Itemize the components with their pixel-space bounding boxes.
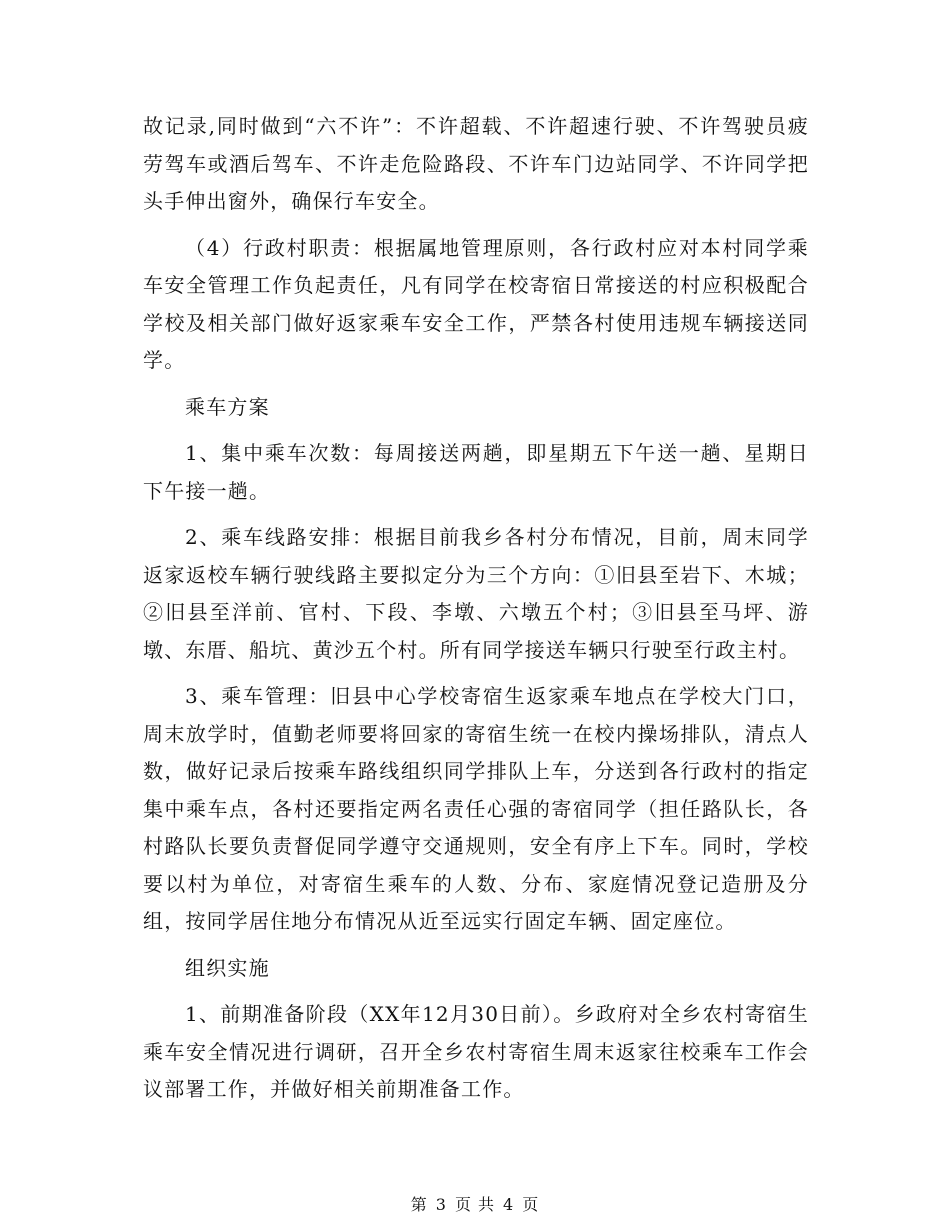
paragraph-route-arrangement: 2、乘车线路安排：根据目前我乡各村分布情况，目前，周末同学返家返校车辆行驶线路主要拟定分为三个方向：①旧县至岩下、木城；②旧县至洋前、官村、下段、李墩、六墩五个村；③旧县至马坪、游墩、东厝、船坑、黄沙五个村。所有同学接送车辆只行驶至行政主村。 [143,525,809,662]
current-page-number: 3 [435,1195,447,1214]
paragraph-village-duty: （4）行政村职责：根据属地管理原则，各行政村应对本村同学乘车安全管理工作负起责任，凡有同学在校寄宿日常接送的村应积极配合学校及相关部门做好返家乘车安全工作，严禁各村使用违规车辆接送同学。 [143,235,809,372]
paragraph-preparation-stage: 1、前期准备阶段（XX年12月30日前）。乡政府对全乡农村寄宿生乘车安全情况进行调研，召开全乡农村寄宿生周末返家往校乘车工作会议部署工作，并做好相关前期准备工作。 [143,1002,809,1101]
footer-suffix: 页 [522,1195,540,1214]
paragraph-six-rules: 故记录,同时做到“六不许”：不许超载、不许超速行驶、不许驾驶员疲劳驾车或酒后驾车、不许走危险路段、不许车门边站同学、不许同学把头手伸出窗外，确保行车安全。 [143,114,809,213]
paragraph-ride-frequency: 1、集中乘车次数：每周接送两趟，即星期五下午送一趟、星期日下午接一趟。 [143,441,809,503]
footer-prefix: 第 [410,1195,428,1214]
total-page-count: 4 [503,1195,515,1214]
section-heading-ride-plan: 乘车方案 [185,394,270,419]
footer-middle: 页 共 [454,1195,496,1214]
page-number-footer [0,1192,950,1215]
paragraph-ride-management: 3、乘车管理：旧县中心学校寄宿生返家乘车地点在学校大门口，周末放学时，值勤老师要将回家的寄宿生统一在校内操场排队，清点人数，做好记录后按乘车路线组织同学排队上车，分送到各行政村的指定集中乘车点，各村还要指定两名责任心强的寄宿同学（担任路队长，各村路队长要负责督促同学遵守交通规则，安全有序上下车。同时，学校要以村为单位，对寄宿生乘车的人数、分布、家庭情况登记造册及分组，按同学居住地分布情况从近至远实行固定车辆、固定座位。 [143,684,809,933]
document-body [143,108,809,1109]
section-heading-implementation: 组织实施 [185,955,270,980]
